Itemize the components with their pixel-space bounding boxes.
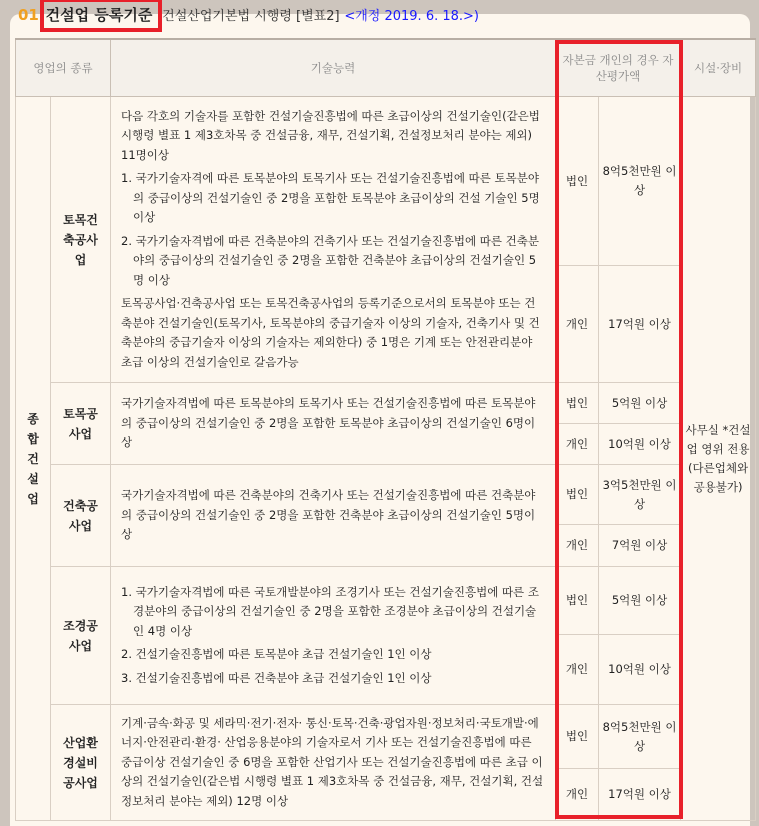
indiv-label: 개인 xyxy=(556,769,599,821)
corp-label: 법인 xyxy=(556,465,599,525)
amendment-link[interactable]: <개정 2019. 6. 18.>) xyxy=(344,9,479,24)
business-type: 건축공사업 xyxy=(51,465,111,567)
skill-requirement xyxy=(111,567,556,705)
corp-label: 법인 xyxy=(556,97,599,266)
business-type: 조경공사업 xyxy=(51,567,111,705)
requirement-text: 국가기술자격법에 따른 건축분야의 건축기사 또는 건설기술진흥법에 따른 건축분야의 중급이상의 건설기술인 중 2명을 포함한 건축분야 초급이상의 건설기술인 5명이상 xyxy=(121,488,536,542)
corp-label: 법인 xyxy=(556,705,599,769)
requirement-text: 토목공사업·건축공사업 또는 토목건축공사업의 등록기준으로서의 토목분야 또는 건축분야 건설기술인(토목기사, 토목분야의 중급기술자 이상의 기술자, 건축기사 및 건축분야의 중급기술자 이상의 기술자는 제외한다) 중 1명은 기계 또는 안전관리분야 초급 이상의 건설기술인로 갈음가능 xyxy=(121,296,540,369)
business-type: 산업환경설비공사업 xyxy=(51,705,111,821)
requirement-text: 3. 건설기술진흥법에 따른 건축분야 초급 건설기술인 1인 이상 xyxy=(121,670,432,685)
law-reference: [건설산업기본법 시행령 [별표2] xyxy=(157,9,340,24)
indiv-capital: 7억원 이상 xyxy=(599,525,681,567)
col-header-capital: 자본금 개인의 경우 자산평가액 xyxy=(556,39,681,97)
corp-capital: 8억5천만원 이상 xyxy=(599,97,681,266)
col-header-skill: 기술능력 xyxy=(111,39,556,97)
indiv-label: 개인 xyxy=(556,635,599,705)
corp-capital: 5억원 이상 xyxy=(599,383,681,424)
col-header-type: 영업의 종류 xyxy=(16,39,111,97)
skill-requirement xyxy=(111,465,556,567)
indiv-label: 개인 xyxy=(556,266,599,383)
indiv-capital: 17억원 이상 xyxy=(599,769,681,821)
requirement-text: 2. 국가기술자격법에 따른 건축분야의 건축기사 또는 건설기술진흥법에 따른 건축분야의 중급이상의 건설기술인 중 2명을 포함한 건축분야 초급이상의 건설기술인 5명 이상 xyxy=(121,233,539,287)
indiv-capital: 10억원 이상 xyxy=(599,424,681,465)
requirement-text: 기계·금속·화공 및 세라믹·전기·전자· 통신·토목·건축·광업자원·정보처리·국토개발·에너지·안전관리·환경· 산업응용분야의 기술자로서 기사 또는 건설기술진흥법에 따른 중급이상 건설기술인 중 6명을 포함한 산업기사 또는 건설기술진흥법에 따른 초급 이상의 건설기술인(같은법 시행령 별표 1 제3호차목 중 건설금융, 재무, 건설기획, 건설정보처리 분야는 제외) 12명 이상 xyxy=(121,715,544,808)
col-header-facility: 시설·장비 xyxy=(681,39,756,97)
requirement-text: 1. 국가기술자격법에 따른 국토개발분야의 조경기사 또는 건설기술진흥법에 따른 조경분야의 중급이상의 건설기술인 중 2명을 포함한 조경분야 초급이상의 건설기술인 4명 이상 xyxy=(121,584,539,638)
requirement-text: 2. 건설기술진흥법에 따른 토목분야 초급 건설기술인 1인 이상 xyxy=(121,647,432,662)
corp-capital: 8억5천만원 이상 xyxy=(599,705,681,769)
indiv-label: 개인 xyxy=(556,424,599,465)
requirement-text: 다음 각호의 기술자를 포함한 건설기술진흥법에 따른 초급이상의 건설기술인(같은법 시행령 별표 1 제3호차목 중 건설금융, 재무, 건설기획, 건설정보처리 분야는 제외) 11명이상 xyxy=(121,108,540,162)
highlight-title-box xyxy=(40,0,162,32)
section-heading: 건설업 등록기준 xyxy=(45,6,153,24)
facility-requirement: 사무실 *건설업 영위 전용 (다른업체와 공용불가) xyxy=(681,97,756,821)
requirement-text: 1. 국가기술자격에 따른 토목분야의 토목기사 또는 건설기술진흥법에 따른 토목분야의 중급이상의 건설기술인 중 2명을 포함한 토목분야 초급이상의 건설 기술인 5명이상 xyxy=(121,171,540,225)
indiv-label: 개인 xyxy=(556,525,599,567)
corp-capital: 3억5천만원 이상 xyxy=(599,465,681,525)
corp-label: 법인 xyxy=(556,383,599,424)
skill-requirement xyxy=(111,705,556,821)
section-number: 01 xyxy=(18,6,39,24)
group-label: 종합건설업 xyxy=(16,97,51,821)
skill-requirement xyxy=(111,383,556,465)
business-type: 토목건축공사업 xyxy=(51,97,111,383)
requirement-text: 국가기술자격법에 따른 토목분야의 토목기사 또는 건설기술진흥법에 따른 토목분야의 중급이상의 건설기술인 중 2명을 포함한 토목분야 초급이상의 건설기술인 6명이상 xyxy=(121,396,536,450)
business-type: 토목공사업 xyxy=(51,383,111,465)
indiv-capital: 17억원 이상 xyxy=(599,266,681,383)
skill-requirement xyxy=(111,97,556,383)
indiv-capital: 10억원 이상 xyxy=(599,635,681,705)
highlight-capital-box xyxy=(555,40,683,819)
corp-label: 법인 xyxy=(556,567,599,635)
corp-capital: 5억원 이상 xyxy=(599,567,681,635)
